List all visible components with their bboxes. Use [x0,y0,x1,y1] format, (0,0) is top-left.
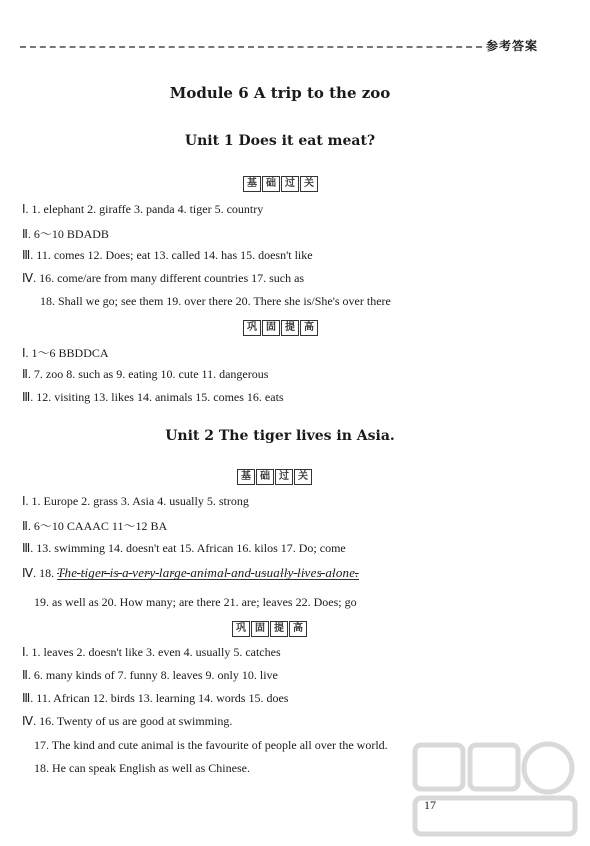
answer-line: Ⅲ. 11. African 12. birds 13. learning 14. words 15. does [22,691,289,705]
answer-line: Ⅰ. 1. Europe 2. grass 3. Asia 4. usually 5. strong [22,494,249,508]
handwritten-answer-wrap [57,565,359,581]
badge-char: 巩 [232,621,250,637]
unit1-badge-basic [243,176,318,192]
badge-char: 固 [251,621,269,637]
answer-line: 19. as well as 20. How many; are there 21. are; leaves 22. Does; go [34,595,357,609]
module-title: Module 6 A trip to the zoo [169,84,391,102]
badge-char: 础 [262,176,280,192]
answer-line: Ⅰ. 1. leaves 2. doesn't like 3. even 4. usually 5. catches [22,645,281,659]
answer-line: Ⅱ. 6. many kinds of 7. funny 8. leaves 9. only 10. live [22,668,278,682]
page-number: 17 [424,798,436,812]
badge-char: 固 [262,320,280,336]
badge-char: 关 [294,469,312,485]
answer-line: Ⅱ. 6～10 BDADB [22,227,109,241]
answer-line: Ⅳ. 16. Twenty of us are good at swimming. [22,714,233,728]
answer-line: Ⅲ. 11. comes 12. Does; eat 13. called 14. has 15. doesn't like [22,248,313,262]
answer-line: Ⅰ. 1. elephant 2. giraffe 3. panda 4. tiger 5. country [22,202,264,216]
badge-char: 提 [270,621,288,637]
unit1-title: Unit 1 Does it eat meat? [184,133,376,149]
badge-char: 关 [300,176,318,192]
badge-char: 基 [243,176,261,192]
badge-char: 过 [281,176,299,192]
badge-char: 过 [275,469,293,485]
badge-char: 高 [300,320,318,336]
badge-char: 提 [281,320,299,336]
header-rule [20,46,482,48]
unit2-badge-basic [237,469,312,485]
header-label: 参考答案 [486,39,539,53]
badge-char: 础 [256,469,274,485]
watermark-logo-icon [410,740,580,840]
answer-line: 18. Shall we go; see them 19. over there 20. There she is/She's over there [40,294,391,308]
answer-line: 18. He can speak English as well as Chinese. [34,761,250,775]
answer-line: Ⅳ. 16. come/are from many different countries 17. such as [22,271,305,285]
answer-line: Ⅲ. 13. swimming 14. doesn't eat 15. African 16. kilos 17. Do; come [22,541,346,555]
answer-line: Ⅱ. 7. zoo 8. such as 9. eating 10. cute 11. dangerous [22,367,269,381]
unit1-badge-advanced [243,320,318,336]
badge-char: 高 [289,621,307,637]
unit2-badge-advanced [232,621,307,637]
item-label: Ⅳ. 18. [22,566,55,580]
badge-char: 基 [237,469,255,485]
badge-char: 巩 [243,320,261,336]
unit2-title: Unit 2 The tiger lives in Asia. [165,428,395,444]
answer-line: Ⅰ. 1～6 BBDDCA [22,346,109,360]
handwritten-answer: The tiger is a very large animal and usually lives alone. [57,565,359,580]
answer-line: 17. The kind and cute animal is the favourite of people all over the world. [34,738,388,752]
answer-line: Ⅲ. 12. visiting 13. likes 14. animals 15. comes 16. eats [22,390,284,404]
answer-line-handwritten [22,565,359,581]
answer-line: Ⅱ. 6～10 CAAAC 11～12 BA [22,519,168,533]
